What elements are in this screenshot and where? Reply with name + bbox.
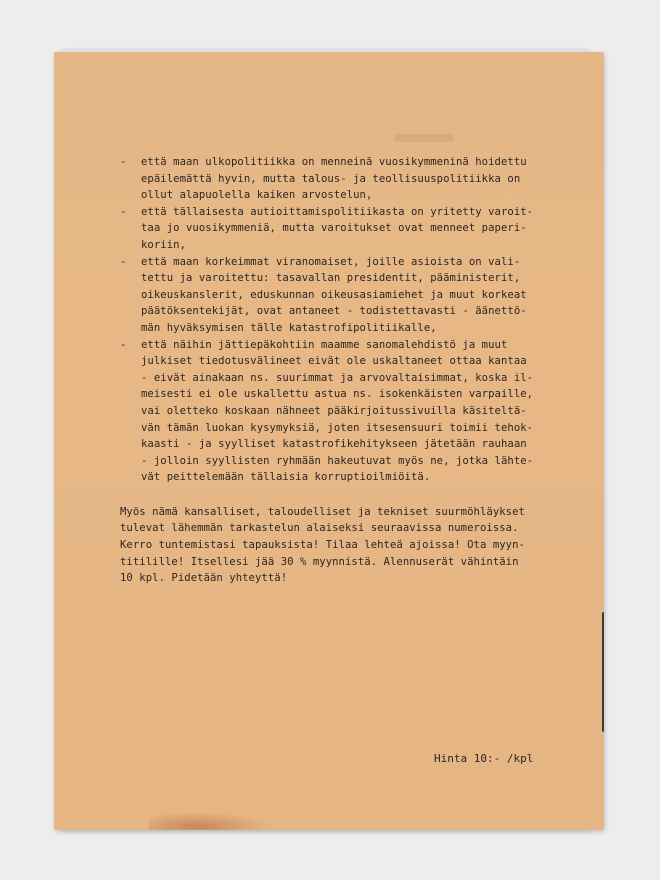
bullet-item	[120, 154, 550, 204]
text-line: epäilemättä hyvin, mutta talous- ja teollisuuspolitiikka on	[141, 172, 521, 185]
text-line: koriin,	[141, 238, 186, 251]
text-line: vän tämän luokan kysymyksiä, joten itsesensuuri toimii tehok-	[141, 421, 534, 434]
booklet-page	[54, 52, 604, 830]
text-line: - eivät ainakaan ns. suurimmat ja arvovaltaisimmat, koska il-	[141, 371, 534, 384]
text-line: päätöksentekijät, ovat antaneet - todistettavasti - äänettö-	[141, 305, 527, 318]
text-line: meisesti ei ole uskallettu astua ns. isokenkäisten varpaille,	[141, 388, 534, 401]
text-line: tettu ja varoitettu: tasavallan presidentit, pääministerit,	[141, 272, 521, 285]
text-line: tulevat lähemmän tarkastelun alaiseksi seuraavissa numeroissa.	[120, 522, 519, 535]
text-line: julkiset tiedotusvälineet eivät ole uskaltaneet ottaa kantaa	[141, 355, 527, 368]
bullet-item	[120, 254, 550, 337]
text-line: oikeuskanslerit, eduskunnan oikeusasiamiehet ja muut korkeat	[141, 288, 527, 301]
bullet-dash: -	[120, 156, 127, 168]
text-line: että näihin jättiepäkohtiin maamme sanomalehdistö ja muut	[141, 338, 508, 351]
text-line: että maan ulkopolitiikka on menneinä vuosikymmeninä hoidettu	[141, 156, 527, 168]
closing-paragraph	[120, 504, 550, 587]
bullet-dash: -	[120, 338, 127, 351]
paper-stain	[149, 812, 269, 830]
bullet-dash: -	[120, 205, 127, 218]
price-label: Hinta 10:- /kpl	[434, 752, 534, 765]
bleed-through-mark	[394, 134, 454, 142]
text-line: että tällaisesta autioittamispolitiikasta on yritetty varoit-	[141, 205, 534, 218]
bullet-list	[120, 154, 550, 486]
bullet-item	[120, 337, 550, 486]
text-line: kaasti - ja syylliset katastrofikehitykseen jätetään rauhaan	[141, 438, 527, 451]
page-edge-shadow	[602, 612, 604, 732]
text-line: - jolloin syyllisten ryhmään hakeutuvat myös ne, jotka lähte-	[141, 454, 534, 467]
text-line: että maan korkeimmat viranomaiset, joille asioista on vali-	[141, 255, 521, 268]
text-line: vai oletteko koskaan nähneet pääkirjoitussivuilla käsiteltä-	[141, 404, 527, 417]
text-line: Myös nämä kansalliset, taloudelliset ja tekniset suurmöhläykset	[120, 505, 525, 518]
text-line: titilille! Itsellesi jää 30 % myynnistä. Alennuserät vähintäin	[120, 555, 519, 568]
text-line: taa jo vuosikymmeniä, mutta varoitukset ovat menneet paperi-	[141, 222, 527, 235]
typewritten-text	[120, 154, 550, 587]
text-line: vät peittelemään tällaisia korruptioilmiöitä.	[141, 471, 431, 484]
text-line: 10 kpl. Pidetään yhteyttä!	[120, 572, 288, 585]
text-line: Kerro tuntemistasi tapauksista! Tilaa lehteä ajoissa! Ota myyn-	[120, 539, 525, 552]
bullet-dash: -	[120, 255, 127, 268]
text-line: män hyväksymisen tälle katastrofipolitiikalle,	[141, 321, 437, 334]
bullet-item	[120, 204, 550, 254]
text-line: ollut alapuolella kaiken arvostelun,	[141, 189, 373, 202]
